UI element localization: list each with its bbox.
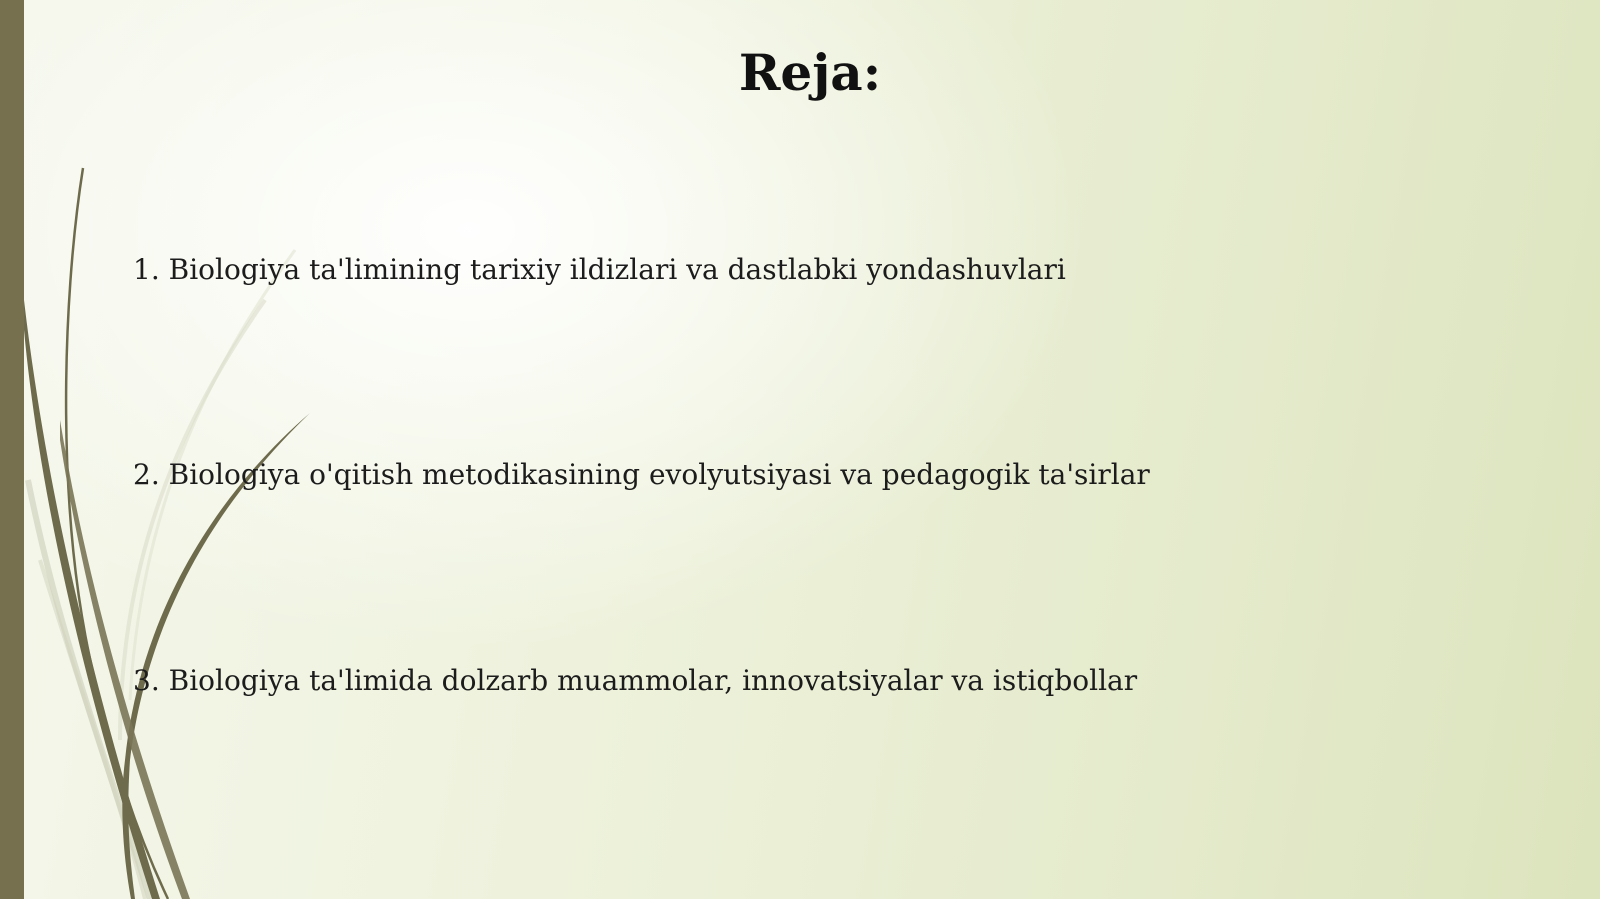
plan-item-2: 2. Biologiya o'qitish metodikasining evolyutsiyasi va pedagogik ta'sirlar [133, 458, 1150, 491]
decorative-grass [0, 0, 400, 899]
plan-item-3: 3. Biologiya ta'limida dolzarb muammolar, innovatsiyalar va istiqbollar [133, 664, 1138, 697]
plan-item-1: 1. Biologiya ta'limining tarixiy ildizlari va dastlabki yondashuvlari [133, 253, 1066, 286]
slide-title: Reja: [738, 43, 882, 102]
